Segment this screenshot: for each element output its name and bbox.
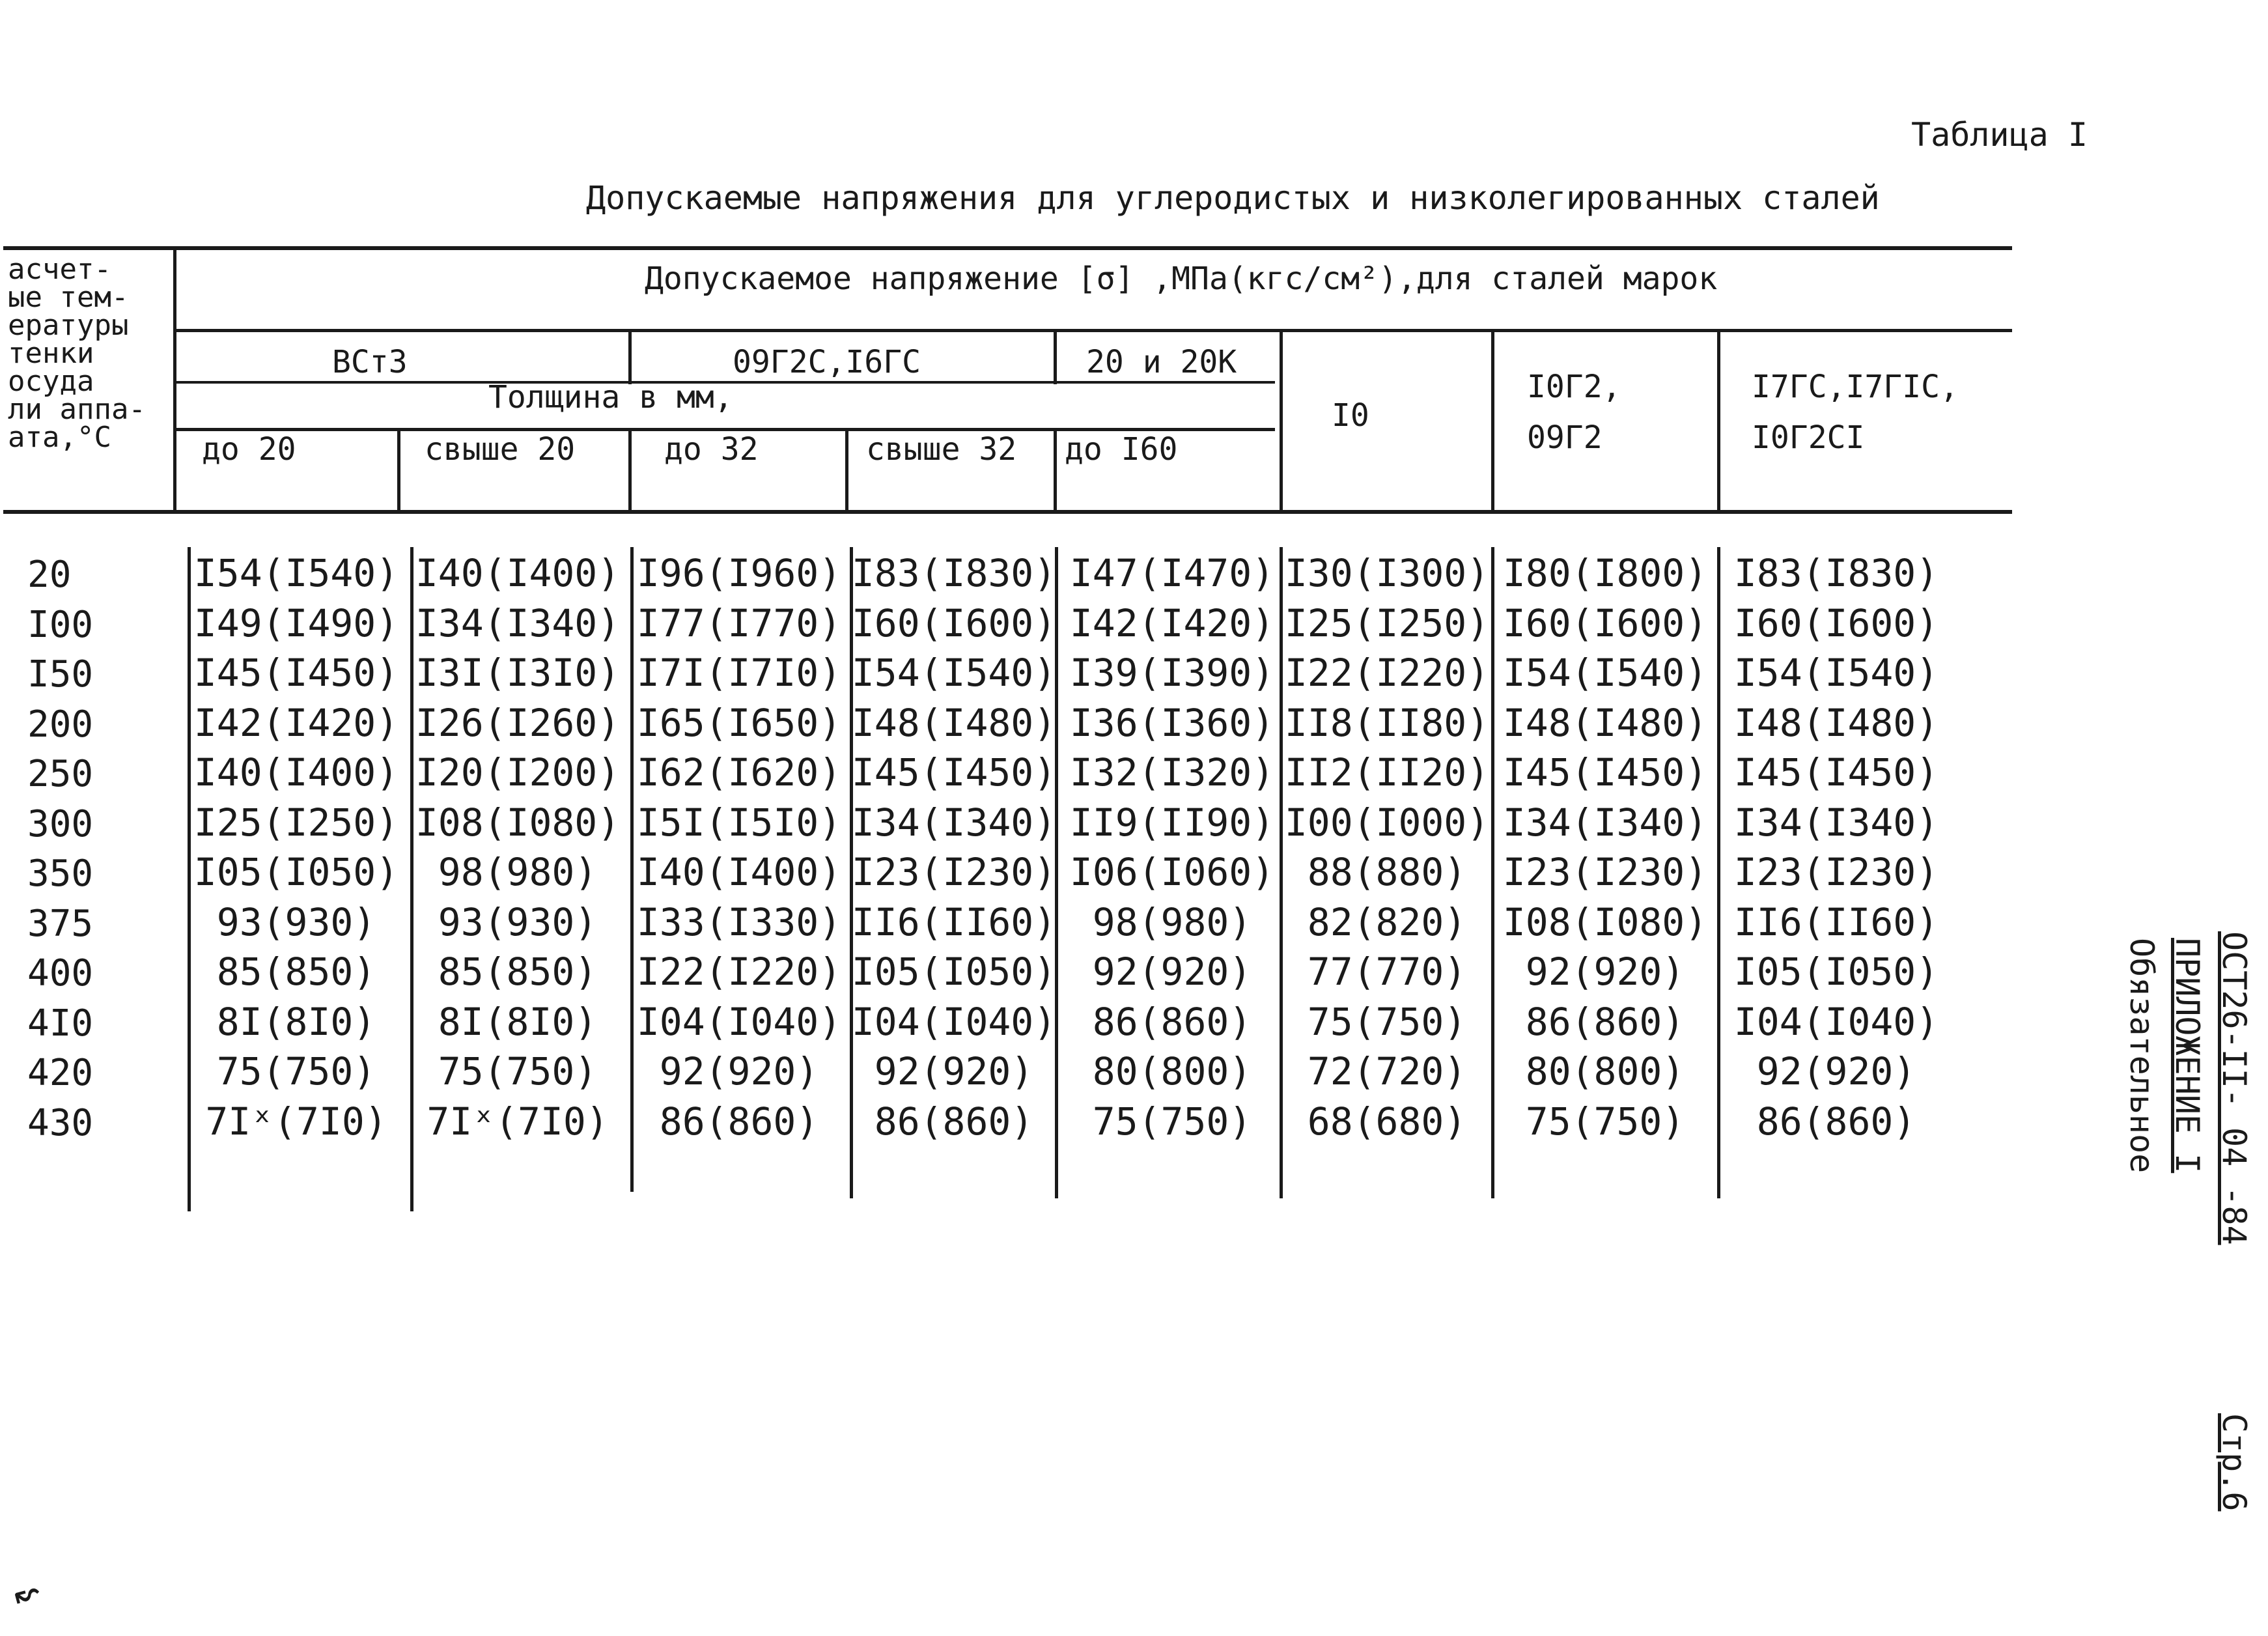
table-cell: 8I(8I0)	[438, 999, 598, 1044]
table-cell: I54(I540)	[1733, 651, 1939, 695]
table-cell: I49(I490)	[193, 600, 399, 645]
table-cell: 75(750)	[216, 1049, 376, 1093]
table-cell: 92(920)	[874, 1049, 1034, 1093]
vline-body-8	[1717, 547, 1720, 1198]
table-cell: II6(II60)	[851, 899, 1057, 944]
table-cell: I00(I000)	[1284, 800, 1490, 845]
table-cell: 92(920)	[1525, 950, 1685, 994]
table-cell: I60(I600)	[851, 600, 1057, 645]
table-cell: I47(I470)	[1069, 551, 1275, 595]
row-temperature: 200	[27, 703, 94, 746]
table-cell: I48(I480)	[1502, 700, 1708, 745]
table-cell: II9(II90)	[1069, 800, 1275, 845]
table-cell: 7Iˣ(7I0)	[427, 1099, 609, 1144]
table-cell: 82(820)	[1307, 899, 1467, 944]
table-cell: I34(I340)	[851, 800, 1057, 845]
row-temperature: 400	[27, 952, 94, 994]
table-cell: I42(I420)	[193, 700, 399, 745]
table-cell: II8(II80)	[1284, 700, 1490, 745]
sub-20-upto160: до I60	[1065, 431, 1178, 468]
table-cell: I36(I360)	[1069, 700, 1275, 745]
table-cell: 93(930)	[438, 899, 598, 944]
table-cell: I54(I540)	[193, 551, 399, 595]
table-cell: I39(I390)	[1069, 651, 1275, 695]
table-cell: I45(I450)	[193, 651, 399, 695]
table-cell: I25(I250)	[193, 800, 399, 845]
table-cell: I34(I340)	[415, 600, 621, 645]
row-temperature: 300	[27, 802, 94, 845]
vline-10g2	[1491, 331, 1494, 513]
side-doc-code: ОСТ26-II- 04 -84	[2215, 931, 2253, 1245]
table-cell: I83(I830)	[851, 551, 1057, 595]
table-cell: 85(850)	[438, 950, 598, 994]
table-cell: I23(I230)	[1733, 850, 1939, 894]
table-cell: 86(860)	[1525, 999, 1685, 1044]
table-cell: 98(980)	[438, 850, 598, 894]
table-cell: 80(800)	[1092, 1049, 1252, 1093]
table-cell: I04(I040)	[636, 999, 842, 1044]
row-header-temperature: асчет- ые тем- ературы тенки осуда ли аппа- ата,°С	[8, 253, 146, 454]
row-temperature: I00	[27, 603, 94, 646]
table-cell: I23(I230)	[851, 850, 1057, 894]
table-cell: 75(750)	[1092, 1099, 1252, 1144]
table-cell: I5I(I5I0)	[636, 800, 842, 845]
table-cell: I32(I320)	[1069, 750, 1275, 795]
vline-rowhdr	[173, 247, 176, 513]
table-cell: I96(I960)	[636, 551, 842, 595]
sub-09g2s-upto32: до 32	[664, 431, 759, 468]
table-cell: I05(I050)	[193, 850, 399, 894]
sub-vst3-over20: свыше 20	[425, 431, 576, 468]
table-cell: 86(860)	[659, 1099, 819, 1144]
vline-09g2s-split	[845, 430, 848, 513]
table-cell: 77(770)	[1307, 950, 1467, 994]
table-cell: 86(860)	[1092, 999, 1252, 1044]
table-cell: I54(I540)	[1502, 651, 1708, 695]
table-cell: 7Iˣ(7I0)	[205, 1099, 387, 1144]
group-17gs: I7ГС,I7ГIC, I0Г2CI	[1752, 369, 1959, 456]
table-cell: I7I(I7I0)	[636, 651, 842, 695]
group-20: 20 и 20К	[1086, 344, 1237, 380]
table-cell: I34(I340)	[1502, 800, 1708, 845]
handwritten-mark: ↜	[6, 1563, 48, 1624]
table-cell: 72(720)	[1307, 1049, 1467, 1093]
table-cell: 93(930)	[216, 899, 376, 944]
table-cell: I08(I080)	[1502, 899, 1708, 944]
table-cell: 86(860)	[874, 1099, 1034, 1144]
table-cell: 75(750)	[1525, 1099, 1685, 1144]
table-cell: 75(750)	[1307, 999, 1467, 1044]
table-cell: I45(I450)	[851, 750, 1057, 795]
table-cell: II2(II20)	[1284, 750, 1490, 795]
table-cell: I04(I040)	[851, 999, 1057, 1044]
table-cell: I48(I480)	[851, 700, 1057, 745]
table-cell: I77(I770)	[636, 600, 842, 645]
table-cell: I26(I260)	[415, 700, 621, 745]
group-10: I0	[1332, 397, 1369, 434]
table-cell: I45(I450)	[1733, 750, 1939, 795]
row-temperature: 430	[27, 1101, 94, 1144]
table-cell: I33(I330)	[636, 899, 842, 944]
table-cell: 8I(8I0)	[216, 999, 376, 1044]
rule-header-bottom	[3, 510, 2012, 514]
vline-20-b	[1054, 430, 1057, 513]
vline-09g2s-b	[628, 430, 632, 513]
thickness-label: Толщина в мм,	[488, 379, 733, 416]
table-cell: 75(750)	[438, 1049, 598, 1093]
row-temperature: 250	[27, 753, 94, 795]
table-cell: 98(980)	[1092, 899, 1252, 944]
table-cell: I60(I600)	[1502, 600, 1708, 645]
table-cell: I65(I650)	[636, 700, 842, 745]
vline-10	[1280, 331, 1283, 513]
table-cell: I34(I340)	[1733, 800, 1939, 845]
table-cell: I22(I220)	[636, 950, 842, 994]
row-temperature: 20	[27, 554, 72, 596]
sub-09g2s-over32: свыше 32	[866, 431, 1017, 468]
table-cell: I05(I050)	[851, 950, 1057, 994]
table-cell: I23(I230)	[1502, 850, 1708, 894]
table-cell: I60(I600)	[1733, 600, 1939, 645]
table-cell: 88(880)	[1307, 850, 1467, 894]
table-cell: I48(I480)	[1733, 700, 1939, 745]
table-cell: I40(I400)	[193, 750, 399, 795]
row-temperature: 4I0	[27, 1002, 94, 1045]
table-cell: I42(I420)	[1069, 600, 1275, 645]
table-cell: I06(I060)	[1069, 850, 1275, 894]
vline-vst3-split	[397, 430, 400, 513]
rule-under-main-header	[175, 329, 2012, 332]
group-vst3: ВСт3	[332, 344, 408, 380]
table-cell: 86(860)	[1756, 1099, 1916, 1144]
side-mandatory: Обязательное	[2123, 938, 2161, 1174]
table-cell: 92(920)	[659, 1049, 819, 1093]
table-cell: 92(920)	[1756, 1049, 1916, 1093]
table-cell: I25(I250)	[1284, 600, 1490, 645]
row-temperature: 420	[27, 1052, 94, 1094]
row-temperature: I50	[27, 653, 94, 696]
sub-vst3-upto20: до 20	[202, 431, 296, 468]
table-cell: 80(800)	[1525, 1049, 1685, 1093]
table-cell: I04(I040)	[1733, 999, 1939, 1044]
vline-17gs	[1717, 331, 1720, 513]
main-header: Допускаемое напряжение [σ] ,МПа(кгс/см²),для сталей марок	[645, 261, 1718, 297]
table-cell: I80(I800)	[1502, 551, 1708, 595]
table-cell: I40(I400)	[636, 850, 842, 894]
table-cell: I45(I450)	[1502, 750, 1708, 795]
rule-top	[3, 246, 2012, 250]
table-cell: I40(I400)	[415, 551, 621, 595]
table-cell: I30(I300)	[1284, 551, 1490, 595]
table-cell: 68(680)	[1307, 1099, 1467, 1144]
side-appendix: ПРИЛОЖЕНИЕ I	[2168, 938, 2206, 1174]
table-cell: 85(850)	[216, 950, 376, 994]
vline-20	[1054, 331, 1057, 384]
table-cell: I3I(I3I0)	[415, 651, 621, 695]
table-cell: I05(I050)	[1733, 950, 1939, 994]
table-cell: I83(I830)	[1733, 551, 1939, 595]
table-cell: II6(II60)	[1733, 899, 1939, 944]
row-temperature: 375	[27, 902, 94, 945]
table-cell: 92(920)	[1092, 950, 1252, 994]
table-cell: I22(I220)	[1284, 651, 1490, 695]
vline-09g2s	[628, 331, 632, 384]
group-09g2s: 09Г2С,I6ГС	[733, 344, 921, 380]
table-cell: I62(I620)	[636, 750, 842, 795]
table-title: Допускаемые напряжения для углеродистых и низколегированных сталей	[586, 179, 1880, 217]
row-temperature: 350	[27, 853, 94, 895]
table-cell: I20(I200)	[415, 750, 621, 795]
table-cell: I54(I540)	[851, 651, 1057, 695]
side-page: Стр.6	[2215, 1413, 2253, 1512]
group-10g2: I0Г2, 09Г2	[1527, 369, 1621, 456]
table-cell: I08(I080)	[415, 800, 621, 845]
table-label: Таблица I	[1911, 116, 2088, 154]
